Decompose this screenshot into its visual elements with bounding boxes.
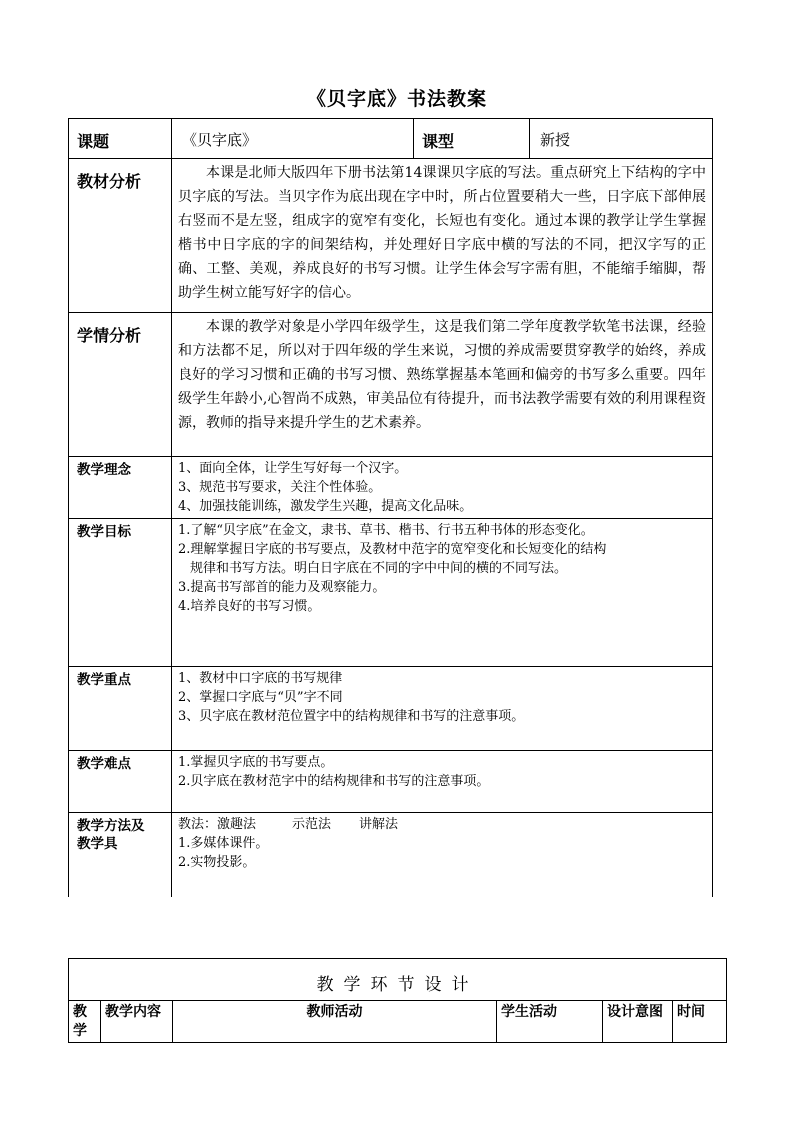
difficulties-list — [172, 751, 713, 813]
methods-item: 2.实物投影。 — [178, 855, 256, 870]
col-student-activity: 学生活动 — [497, 1001, 603, 1043]
col-teaching: 教学 — [69, 1001, 101, 1043]
col-content: 教学内容 — [101, 1001, 173, 1043]
methods-label — [69, 813, 172, 897]
methods-label-line: 教学方法及 — [77, 818, 145, 834]
method-item: 教法：激趣法 — [178, 817, 257, 832]
material-row — [69, 159, 713, 313]
col-design-intent: 设计意图 — [603, 1001, 673, 1043]
methods-item: 1.多媒体课件。 — [178, 836, 269, 851]
key-points-item: 1、教材中口字底的书写规律 — [178, 671, 343, 686]
key-points-list — [172, 667, 713, 751]
methods-line — [178, 815, 706, 834]
goals-item: 3.提高书写部首的能力及观察能力。 — [178, 580, 386, 595]
type-value: 新授 — [530, 119, 713, 159]
philosophy-item: 3、规范书写要求，关注个性体验。 — [178, 480, 382, 495]
students-label: 学情分析 — [69, 313, 172, 457]
col-time: 时间 — [673, 1001, 727, 1043]
goals-item: 1.了解“贝字底”在金文，隶书、草书、楷书、行书五种书体的形态变化。 — [178, 523, 594, 538]
philosophy-row — [69, 457, 713, 519]
key-points-row — [69, 667, 713, 751]
key-points-item: 3、贝字底在教材范位置字中的结构规律和书写的注意事项。 — [178, 709, 525, 724]
methods-row — [69, 813, 713, 897]
students-row — [69, 313, 713, 457]
difficulties-item: 1.掌握贝字底的书写要点。 — [178, 755, 334, 770]
key-points-label: 教学重点 — [69, 667, 172, 751]
course-label: 课题 — [69, 119, 172, 159]
difficulties-label: 教学难点 — [69, 751, 172, 813]
students-text: 本课的教学对象是小学四年级学生，这是我们第二学年度教学软笔书法课，经验和方法都不足，所以对于四年级的学生来说，习惯的养成需要贯穿教学的始终，养成良好的学习习惯和正确的书写习惯、熟练掌握基本笔画和偏旁的书写多么重要。四年级学生年龄小,心智尚不成熟，审美品位有待提升，而书法教学需要有效的利用课程资源，教师的指导来提升学生的艺术素养。 — [172, 313, 713, 457]
goals-list — [172, 519, 713, 667]
goals-item: 规律和书写方法。明白日字底在不同的字中中间的横的不同写法。 — [190, 561, 568, 576]
goals-item: 4.培养良好的书写习惯。 — [178, 599, 321, 614]
lesson-plan-table — [68, 118, 713, 897]
philosophy-item: 1、面向全体，让学生写好每一个汉字。 — [178, 461, 408, 476]
course-value: 《贝字底》 — [172, 119, 414, 159]
document-title: 《贝字底》书法教案 — [306, 88, 487, 110]
goals-row — [69, 519, 713, 667]
method-item: 讲解法 — [359, 817, 399, 832]
goals-item: 2.理解掌握日字底的书写要点，及教材中范字的宽窄变化和长短变化的结构 — [178, 542, 607, 557]
header-row — [69, 119, 713, 159]
goals-label: 教学目标 — [69, 519, 172, 667]
key-points-item: 2、掌握口字底与“贝”字不同 — [178, 690, 343, 705]
design-title: 教学环节设计 — [69, 959, 727, 1001]
difficulties-row — [69, 751, 713, 813]
material-label: 教材分析 — [69, 159, 172, 313]
design-header-row — [69, 1001, 727, 1043]
methods-label-line: 教学具 — [77, 836, 118, 852]
material-text: 本课是北师大版四年下册书法第14课课贝字底的写法。重点研究上下结构的字中贝字底的写法。当贝字作为底出现在字中时，所占位置要稍大一些，日字底下部伸展右竖而不是左竖，组成字的宽窄有变化，长短也有变化。通过本课的教学让学生掌握楷书中日字底的字的间架结构，并处理好日字底中横的写法的不同，把汉字写的正确、工整、美观，养成良好的书写习惯。让学生体会写字需有胆，不能缩手缩脚，帮助学生树立能写好字的信心。 — [172, 159, 713, 313]
philosophy-list — [172, 457, 713, 519]
design-title-row — [69, 959, 727, 1001]
difficulties-item: 2.贝字底在教材范字中的结构规律和书写的注意事项。 — [178, 774, 490, 789]
philosophy-item: 4、加强技能训练，激发学生兴趣，提高文化品味。 — [178, 499, 473, 514]
methods-list — [172, 813, 713, 897]
type-label: 课型 — [414, 119, 530, 159]
design-table — [68, 958, 727, 1043]
col-teacher-activity: 教师活动 — [173, 1001, 497, 1043]
philosophy-label: 教学理念 — [69, 457, 172, 519]
method-item: 示范法 — [292, 817, 332, 832]
